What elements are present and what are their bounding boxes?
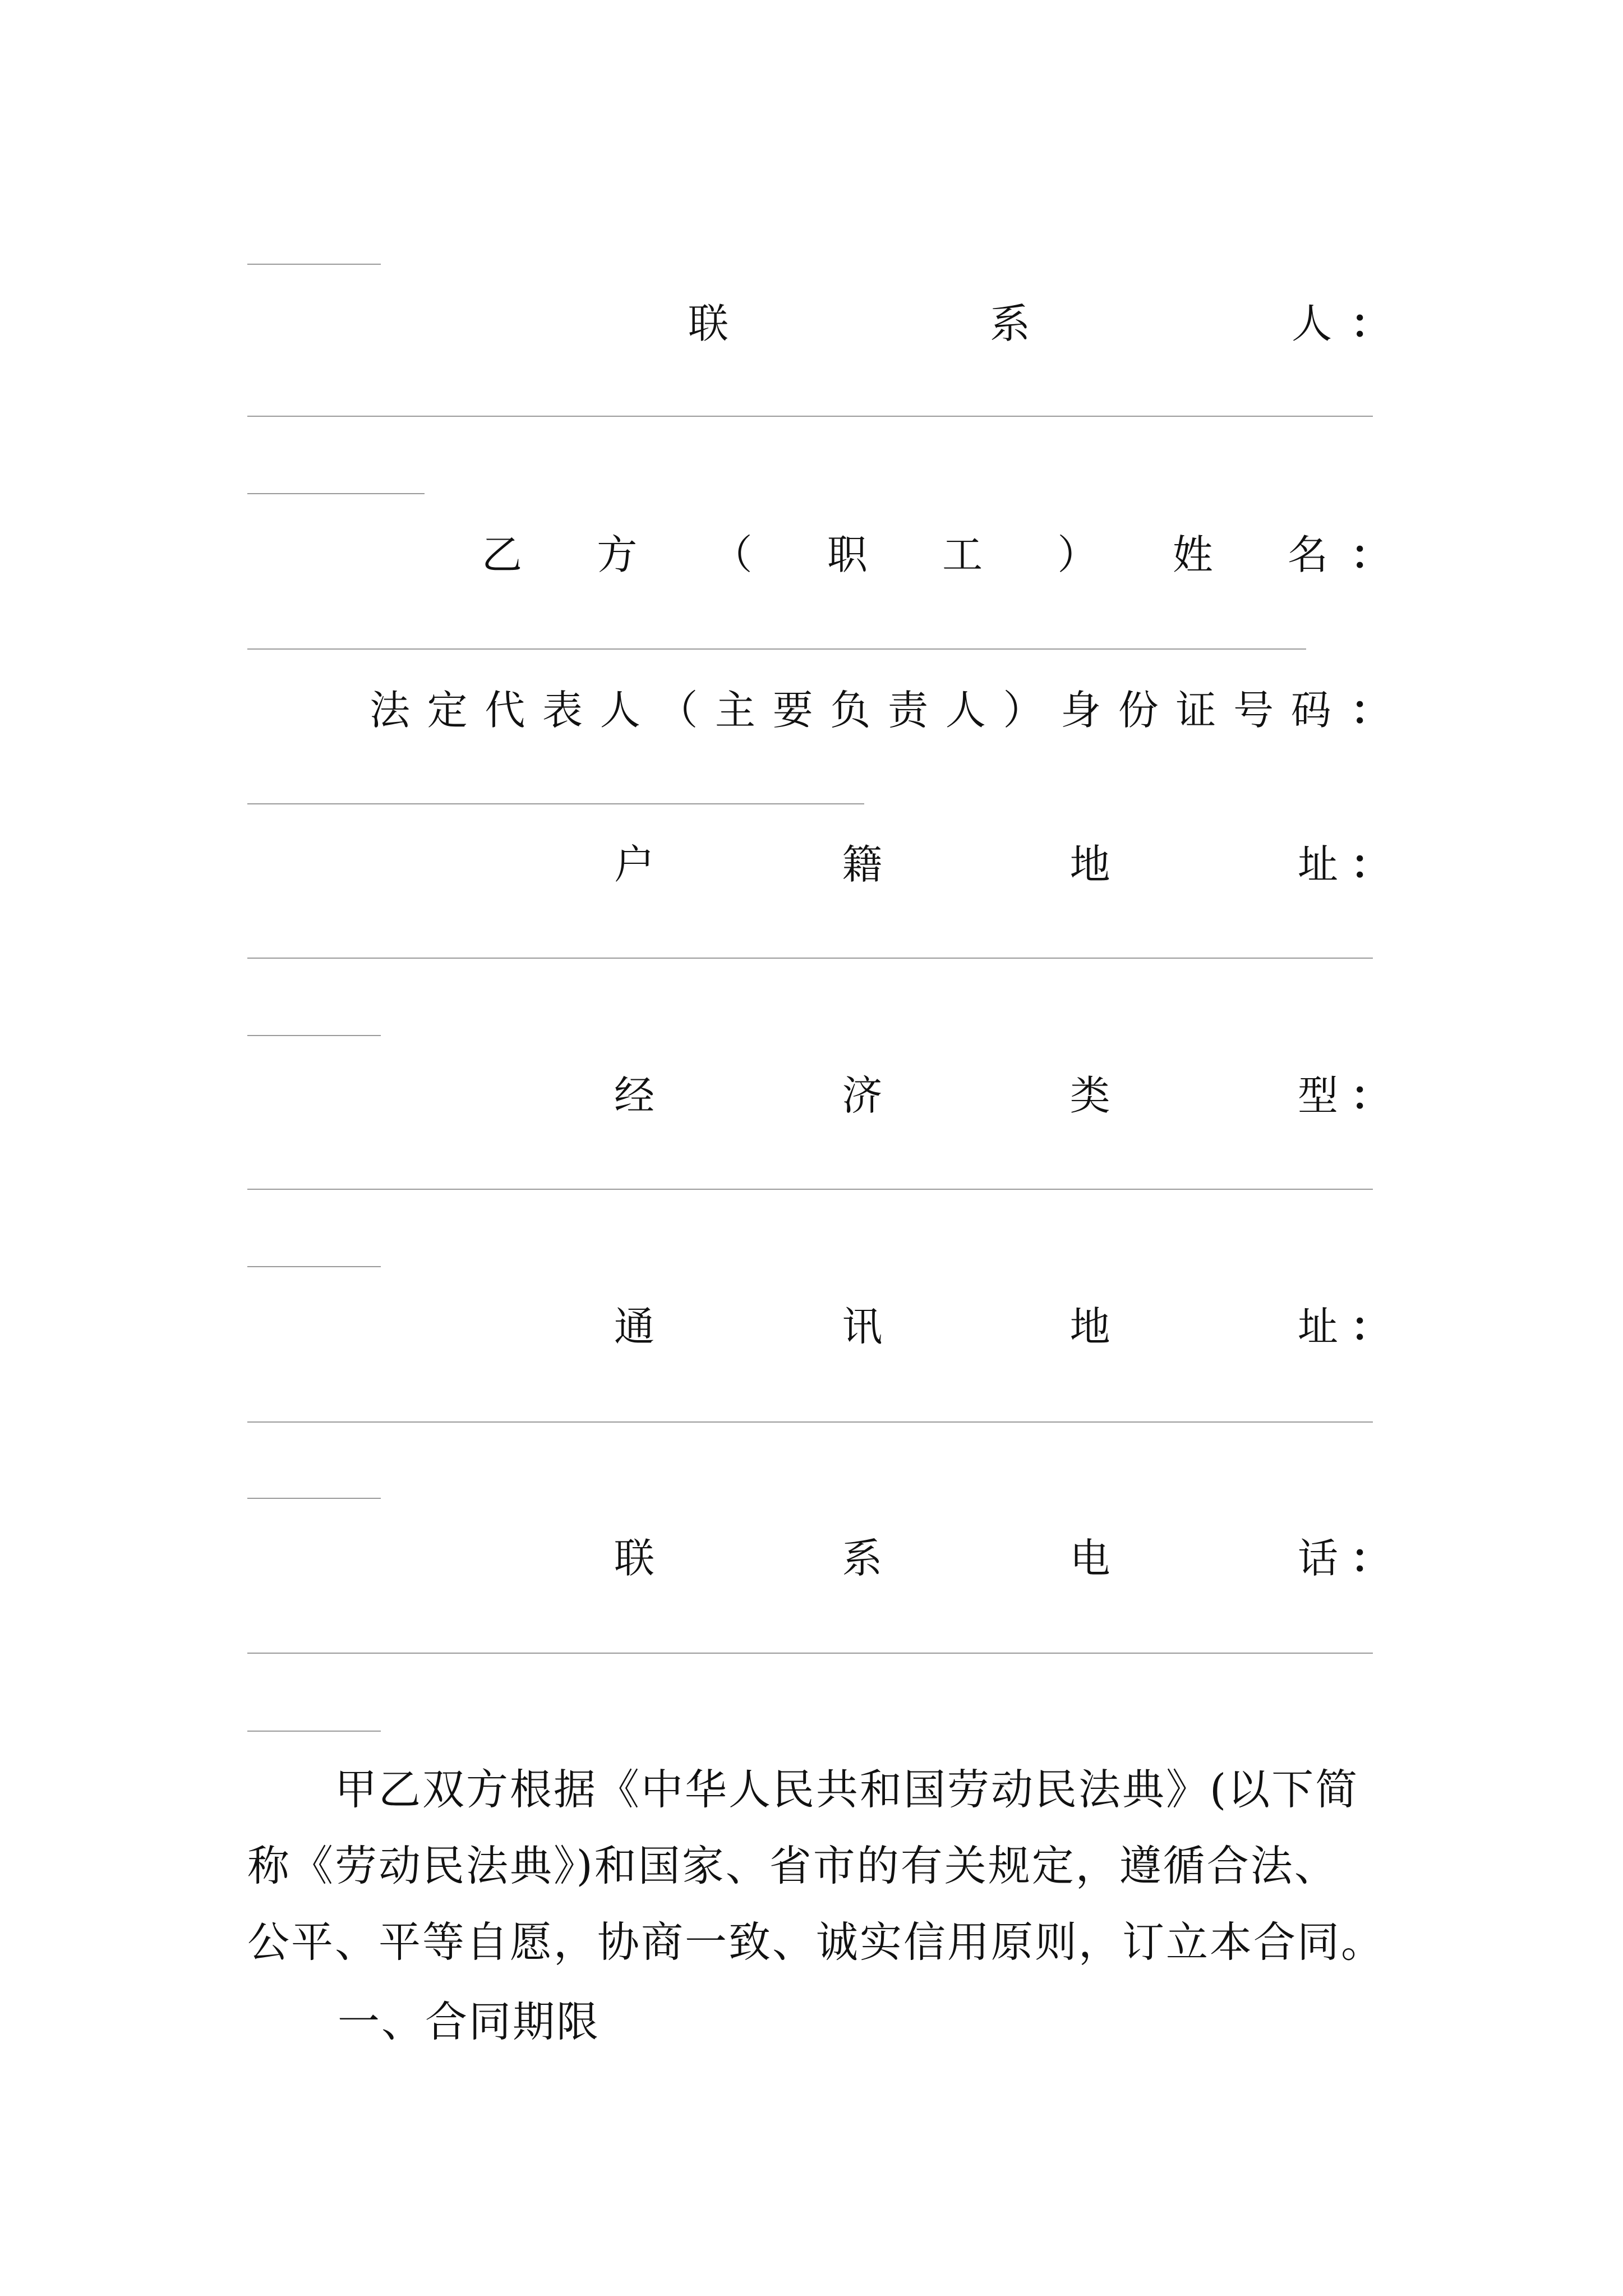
- label-char: 工: [942, 531, 983, 578]
- field-colon: ：: [1350, 1071, 1391, 1119]
- label-char: 济: [842, 1072, 883, 1119]
- field-label: [482, 524, 1328, 586]
- label-char: 址: [1297, 841, 1338, 888]
- legal-representative-id-field: [247, 679, 1391, 741]
- label-char: 联: [614, 1535, 655, 1582]
- label-char: 户: [614, 841, 655, 888]
- label-char: 地: [1069, 1303, 1110, 1350]
- label-char: 主: [715, 687, 756, 734]
- label-char: 份: [1118, 687, 1159, 734]
- label-char: 定: [427, 687, 468, 734]
- blank-underline: [247, 264, 381, 265]
- label-char: ）: [1057, 531, 1098, 578]
- label-char: 址: [1297, 1303, 1338, 1350]
- section-heading: 一、合同期限: [338, 1997, 601, 2046]
- field-label: [614, 1065, 1338, 1126]
- fill-in-line-continuation[interactable]: [247, 1266, 381, 1267]
- field-label: [370, 679, 1331, 741]
- label-char: 人: [945, 687, 986, 734]
- label-char: 姓: [1172, 531, 1213, 578]
- label-char: （: [657, 687, 698, 734]
- fill-in-line-continuation[interactable]: [247, 493, 425, 494]
- label-char: 代: [485, 687, 525, 734]
- fill-in-line[interactable]: [247, 416, 1373, 417]
- field-label: [688, 293, 1332, 355]
- paragraph-line: 称《劳动民法典》)和国家、省市的有关规定，遵循合法、: [247, 1841, 1338, 1890]
- contract-preamble-paragraph: [247, 1751, 1386, 1980]
- label-char: 人: [1291, 300, 1332, 347]
- field-label: [614, 1296, 1338, 1358]
- fill-in-line[interactable]: [247, 1421, 1373, 1423]
- label-char: 法: [370, 687, 411, 734]
- paragraph-line: 甲乙双方根据《中华人民共和国劳动民法典》(以下简: [247, 1765, 1359, 1814]
- paragraph-line: 公平、平等自愿，协商一致、诚实信用原则，订立本合同。: [247, 1917, 1385, 1967]
- label-char: 名: [1287, 531, 1328, 578]
- contact-phone-field: [247, 1527, 1391, 1589]
- field-colon: ：: [1350, 840, 1391, 888]
- contact-person-field: [247, 293, 1391, 355]
- fill-in-line[interactable]: [247, 1653, 1373, 1654]
- label-char: 型: [1297, 1072, 1338, 1119]
- label-char: （: [712, 531, 753, 578]
- field-colon: ：: [1350, 531, 1391, 578]
- field-label: [614, 1527, 1338, 1589]
- fill-in-line-continuation[interactable]: [247, 1731, 381, 1732]
- label-char: 表: [542, 687, 583, 734]
- fill-in-line[interactable]: [247, 648, 1306, 650]
- label-char: 经: [614, 1072, 655, 1119]
- fill-in-line-continuation[interactable]: [247, 1035, 381, 1036]
- label-char: 方: [597, 531, 638, 578]
- fill-in-line[interactable]: [247, 958, 1373, 959]
- field-colon: ：: [1350, 1534, 1391, 1582]
- fill-in-line[interactable]: [247, 1189, 1373, 1190]
- label-char: 号: [1233, 687, 1274, 734]
- fill-in-line-continuation[interactable]: [247, 1498, 381, 1499]
- label-char: 类: [1069, 1072, 1110, 1119]
- field-colon: ：: [1350, 300, 1391, 347]
- label-char: 要: [772, 687, 813, 734]
- label-char: 码: [1290, 687, 1331, 734]
- label-char: 负: [830, 687, 871, 734]
- label-char: 联: [688, 300, 729, 347]
- label-char: 通: [614, 1303, 655, 1350]
- economic-type-field: [247, 1065, 1391, 1126]
- label-char: 系: [842, 1535, 883, 1582]
- label-char: 系: [989, 300, 1030, 347]
- field-label: [614, 834, 1338, 895]
- label-char: 人: [600, 687, 640, 734]
- label-char: ）: [1003, 687, 1044, 734]
- label-char: 讯: [842, 1303, 883, 1350]
- mailing-address-field: [247, 1296, 1391, 1358]
- label-char: 籍: [842, 841, 883, 888]
- label-char: 证: [1175, 687, 1216, 734]
- label-char: 身: [1061, 687, 1101, 734]
- party-b-name-field: [247, 524, 1391, 586]
- label-char: 责: [888, 687, 929, 734]
- registered-address-field: [247, 834, 1391, 895]
- field-colon: ：: [1350, 1303, 1391, 1350]
- label-char: 电: [1069, 1535, 1110, 1582]
- label-char: 乙: [482, 531, 523, 578]
- fill-in-line[interactable]: [247, 803, 864, 804]
- label-char: 职: [827, 531, 868, 578]
- label-char: 地: [1069, 841, 1110, 888]
- label-char: 话: [1297, 1535, 1338, 1582]
- field-colon: ：: [1350, 686, 1391, 734]
